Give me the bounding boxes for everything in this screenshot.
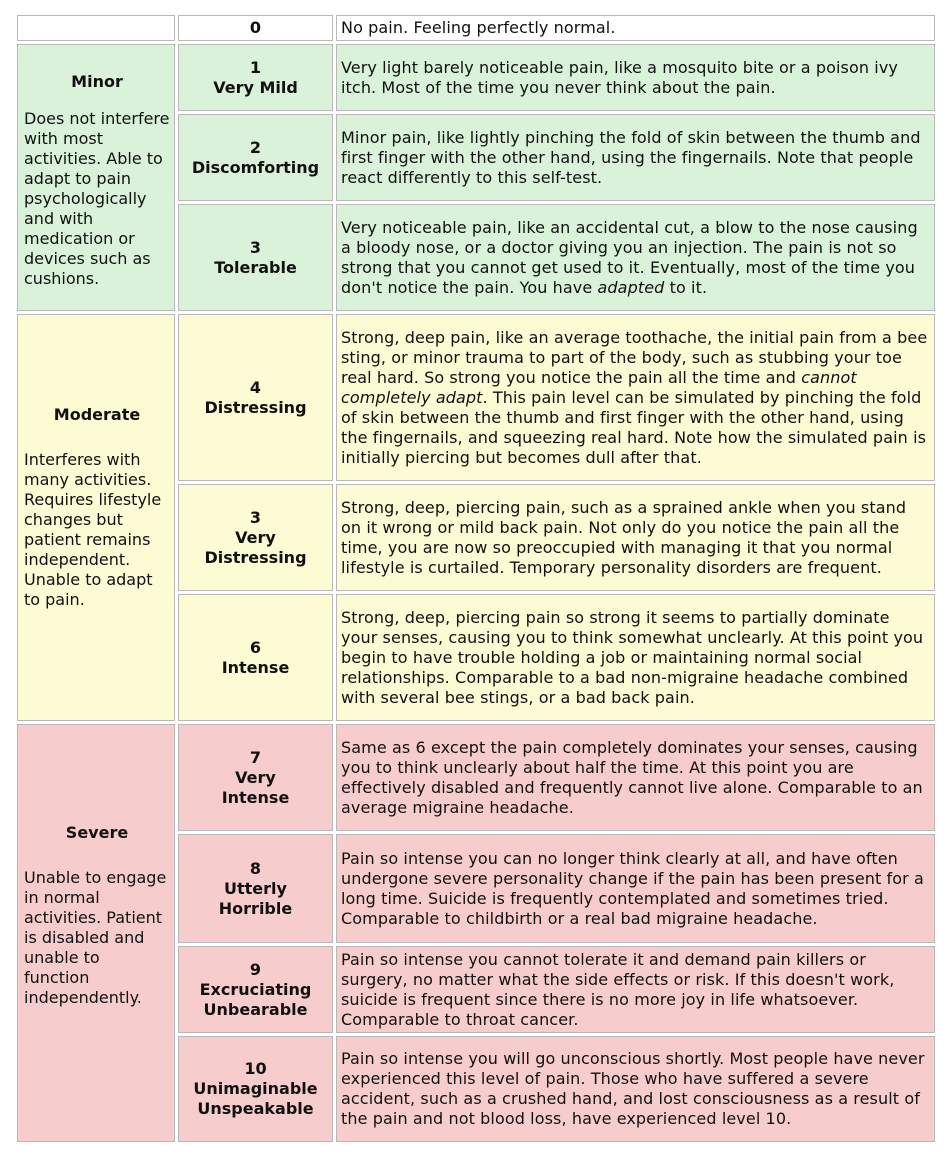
level-number: 2 (249, 137, 262, 157)
level-number: 1 (249, 57, 262, 77)
level-number: 0 (249, 18, 262, 37)
table-row-level-4 (17, 314, 935, 481)
level-number: 9 (249, 959, 262, 979)
category-description: Unable to engage in normal activities. Patient is disabled and unable to function independently. (24, 868, 167, 1007)
level-description: Pain so intense you cannot tolerate it and demand pain killers or surgery, no matter what the side effects or risk. If this doesn't work, suicide is frequent since there is no more joy in life whatsoever. Comparable to throat cancer. (336, 946, 935, 1033)
level-number: 7 (249, 747, 262, 767)
level-cell (178, 15, 333, 41)
table-row-level-1 (17, 44, 935, 111)
level-name: Very Mild (213, 77, 298, 97)
category-description: Interferes with many activities. Requires lifestyle changes but patient remains independent. Unable to adapt to pain. (24, 450, 162, 609)
level-name: Intense (221, 657, 290, 677)
level-description: Strong, deep, piercing pain, such as a sprained ankle when you stand on it wrong or mild back pain. Not only do you notice the pain all the time, you are now so preoccupied with managing it that you normal lifestyle is curtailed. Temporary personality disorders are frequent. (336, 484, 935, 591)
description-text: to it. (664, 277, 708, 297)
level-name: Distressing (204, 397, 307, 417)
level-description: Same as 6 except the pain completely dominates your senses, causing you to think unclearly about half the time. At this point you are effectively disabled and frequently cannot live alone. Comparable to an average migraine headache. (336, 724, 935, 831)
level-description: Pain so intense you will go unconscious shortly. Most people have never experienced this level of pain. Those who have suffered a severe accident, such as a crushed hand, and lost consciousness as a result of the pain and not blood loss, have experienced level 10. (336, 1036, 935, 1142)
level-cell (178, 44, 333, 111)
category-title: Minor (71, 72, 123, 91)
level-cell (178, 204, 333, 311)
level-name: Utterly (224, 878, 287, 898)
category-minor (17, 44, 175, 311)
level-number: 10 (244, 1059, 267, 1078)
level-description: Very light barely noticeable pain, like a mosquito bite or a poison ivy itch. Most of the time you never think about the pain. (336, 44, 935, 111)
level-name: Distressing (204, 547, 307, 567)
level-cell (178, 114, 333, 201)
level-cell (178, 946, 333, 1033)
level-name: Excruciating (199, 979, 312, 999)
category-title: Severe (65, 823, 129, 842)
level-name: Unbearable (203, 999, 308, 1019)
level-cell (178, 314, 333, 481)
level-cell (178, 834, 333, 943)
level-description: Strong, deep, piercing pain so strong it seems to partially dominate your senses, causing you to think somewhat unclearly. At this point you begin to have trouble holding a job or maintaining normal social relationships. Comparable to a bad non-migraine headache combined with several bee stings, or a bad back pain. (336, 594, 935, 721)
level-description (336, 204, 935, 311)
level-number: 3 (249, 237, 262, 257)
level-name: Discomforting (191, 157, 320, 177)
category-severe (17, 724, 175, 1142)
level-cell (178, 484, 333, 591)
level-description: No pain. Feeling perfectly normal. (336, 15, 935, 41)
level-cell (178, 1036, 333, 1142)
table-row-level-7 (17, 724, 935, 831)
level-description: Pain so intense you can no longer think clearly at all, and have often undergone severe personality change if the pain has been present for a long time. Suicide is frequently contemplated and sometimes tried. Comparable to childbirth or a real bad migraine headache. (336, 834, 935, 943)
level-description (336, 314, 935, 481)
level-name: Very (235, 767, 276, 787)
level-name: Unimaginable (193, 1079, 318, 1098)
level-name: Tolerable (214, 257, 297, 277)
level-number: 8 (249, 858, 262, 878)
level-name: Unspeakable (197, 1099, 314, 1118)
level-cell (178, 724, 333, 831)
category-title: Moderate (53, 405, 141, 424)
description-emphasis: cannot completely adapt (341, 367, 857, 407)
level-name: Intense (221, 787, 290, 807)
level-description: Minor pain, like lightly pinching the fold of skin between the thumb and first finger with the other hand, using the fingernails. Note that people react differently to this self-test. (336, 114, 935, 201)
description-emphasis: adapted (597, 277, 665, 297)
level-number: 4 (249, 377, 262, 397)
description-text: Strong, deep pain, like an average toothache, the initial pain from a bee sting, or minor trauma to part of the body, such as stubbing your toe real hard. So strong you notice the pain all the time and (341, 327, 928, 387)
level-cell (178, 594, 333, 721)
level-number: 6 (249, 637, 262, 657)
category-moderate (17, 314, 175, 721)
table-row-level-0 (17, 15, 935, 41)
level-number: 3 (249, 507, 262, 527)
blank-category-cell (17, 15, 175, 41)
pain-scale-table (14, 12, 938, 1145)
category-description: Does not interfere with most activities. Able to adapt to pain psychologically and with medication or devices such as cushions. (24, 109, 170, 288)
level-name: Horrible (218, 898, 293, 918)
description-text: Very noticeable pain, like an accidental cut, a blow to the nose causing a bloody nose, or a doctor giving you an injection. The pain is not so strong that you cannot get used to it. Eventually, most of the time you don't notice the pain. You have (341, 217, 918, 297)
description-text: . This pain level can be simulated by pinching the fold of skin between the thumb and first finger with the other hand, using the fingernails, and squeezing real hard. Note how the simulated pain is initially piercing but becomes dull after that. (341, 387, 927, 467)
level-name: Very (235, 527, 276, 547)
